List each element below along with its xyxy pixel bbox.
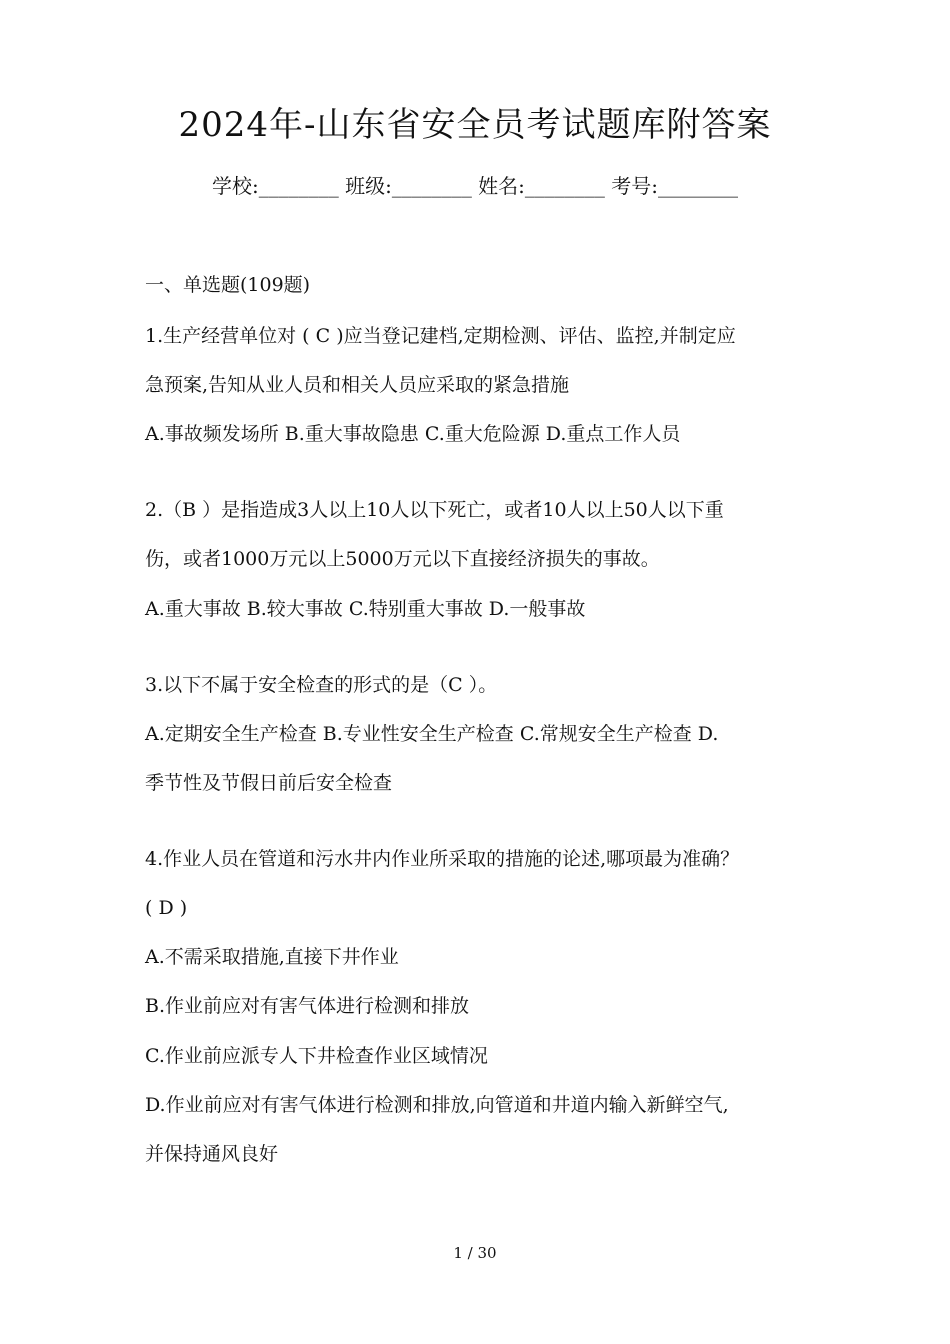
question-4-option-d-line-1: D.作业前应对有害气体进行检测和排放,向管道和井道内输入新鲜空气, xyxy=(145,1094,729,1116)
question-2-stem-line-1: 2.（B ）是指造成3人以上10人以下死亡，或者10人以上50人以下重 xyxy=(145,499,724,521)
question-3-options-line-1: A.定期安全生产检查 B.专业性安全生产检查 C.常规安全生产检查 D. xyxy=(145,723,719,745)
question-1-stem-line-1: 1.生产经营单位对 ( C )应当登记建档,定期检测、评估、监控,并制定应 xyxy=(145,325,736,347)
question-4-option-b: B.作业前应对有害气体进行检测和排放 xyxy=(145,995,470,1017)
question-4-stem-line-1: 4.作业人员在管道和污水井内作业所采取的措施的论述,哪项最为准确？ xyxy=(145,848,740,870)
question-2-options: A.重大事故 B.较大事故 C.特别重大事故 D.一般事故 xyxy=(145,598,586,620)
question-3-options-line-2: 季节性及节假日前后安全检查 xyxy=(145,772,393,794)
question-4-stem-line-2: ( D ) xyxy=(145,897,188,919)
question-2-stem-line-2: 伤，或者1000万元以上5000万元以下直接经济损失的事故。 xyxy=(145,548,660,570)
page-number: 1 / 30 xyxy=(453,1244,497,1262)
question-4-option-c: C.作业前应派专人下井检查作业区域情况 xyxy=(145,1045,488,1067)
question-1-options: A.事故频发场所 B.重大事故隐患 C.重大危险源 D.重点工作人员 xyxy=(145,423,681,445)
document-title: 2024年-山东省安全员考试题库附答案 xyxy=(178,105,772,145)
question-3-stem: 3.以下不属于安全检查的形式的是（C ）。 xyxy=(145,674,498,696)
student-info-line: 学校:________ 班级:________ 姓名:________ 考号:________ xyxy=(211,174,739,198)
section-heading: 一、单选题(109题) xyxy=(145,274,311,296)
question-4-option-a: A.不需采取措施,直接下井作业 xyxy=(145,946,399,968)
question-4-option-d-line-2: 并保持通风良好 xyxy=(145,1143,279,1165)
question-1-stem-line-2: 急预案,告知从业人员和相关人员应采取的紧急措施 xyxy=(145,374,570,396)
